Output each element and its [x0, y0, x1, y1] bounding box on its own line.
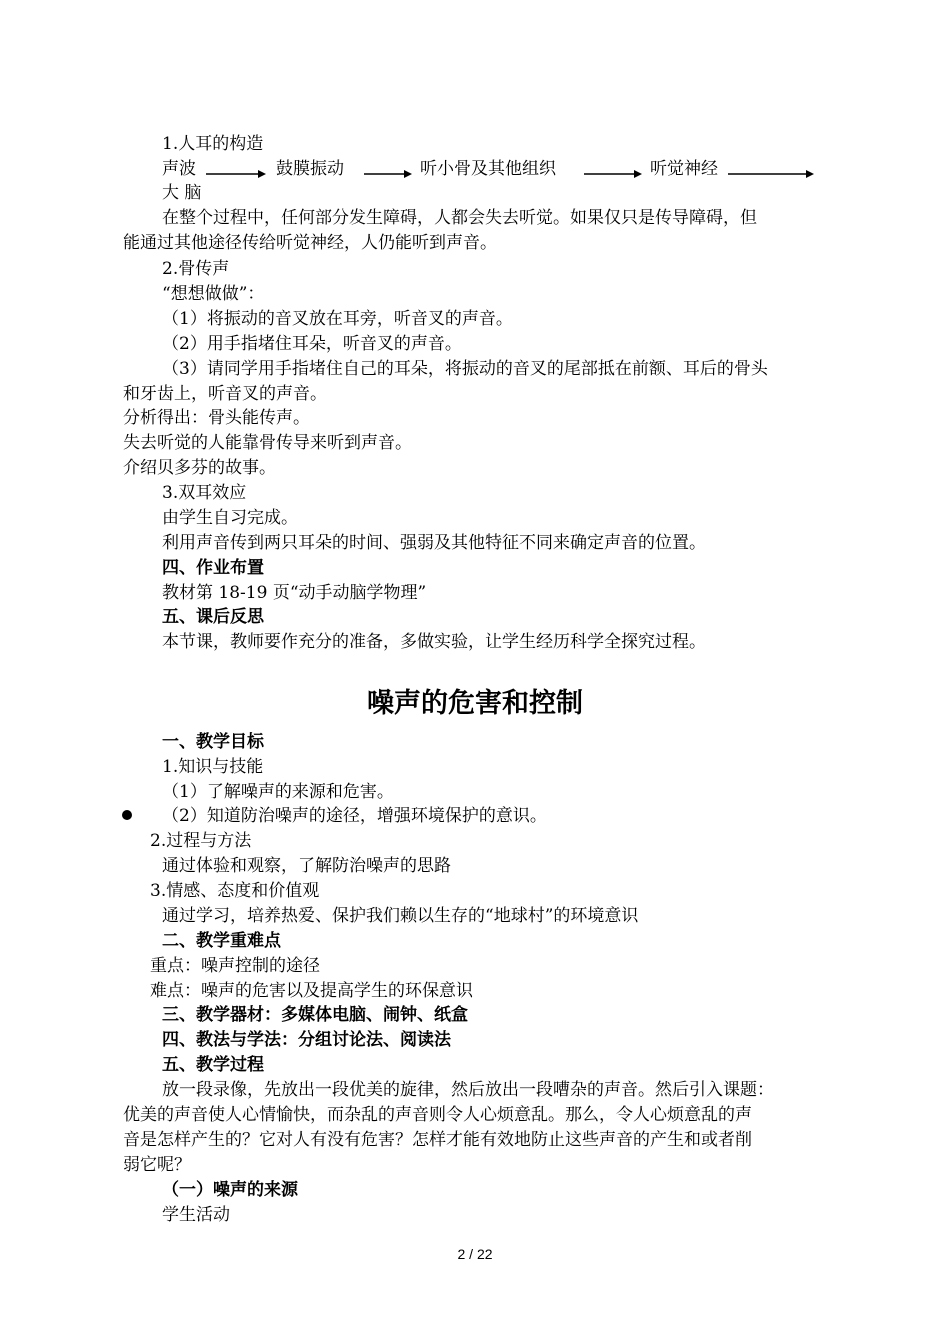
deaf-bone-conduction-text: 失去听觉的人能靠骨传导来听到声音。	[123, 433, 412, 453]
bone-conduction-heading: 2.骨传声	[162, 259, 230, 279]
reflection-heading: 五、课后反思	[162, 607, 264, 627]
flow-arrow-icon	[364, 160, 412, 184]
conclusion-text: 分析得出：骨头能传声。	[123, 408, 310, 428]
page-number: 2 / 22	[457, 1246, 493, 1262]
intro-paragraph-line4: 弱它呢？	[123, 1155, 191, 1175]
flow-arrow-icon	[206, 160, 266, 184]
knowledge-item-1: （1）了解噪声的来源和危害。	[162, 782, 394, 802]
reflection-text: 本节课，教师要作充分的准备，多做实验，让学生经历科学全探究过程。	[162, 632, 706, 652]
flow-arrow-icon	[584, 160, 642, 184]
lesson-title: 噪声的危害和控制	[367, 688, 583, 719]
intro-paragraph-line2: 优美的声音使人心情愉快，而杂乱的声音则令人心烦意乱。那么，令人心烦意乱的声	[123, 1105, 752, 1125]
try-it-label: “想想做做”：	[162, 284, 265, 304]
binaural-effect-heading: 3.双耳效应	[162, 483, 247, 503]
equipment-heading: 三、教学器材：多媒体电脑、闹钟、纸盒	[162, 1005, 468, 1025]
key-point-text: 重点：噪声控制的途径	[150, 956, 320, 976]
knowledge-skills-heading: 1.知识与技能	[162, 757, 264, 777]
flow-step-eardrum: 鼓膜振动	[276, 159, 344, 179]
binaural-description: 利用声音传到两只耳朵的时间、强弱及其他特征不同来确定声音的位置。	[162, 533, 706, 553]
process-method-heading: 2.过程与方法	[150, 831, 252, 851]
flow-arrow-icon	[728, 160, 814, 184]
knowledge-item-2: （2）知道防治噪声的途径，增强环境保护的意识。	[162, 806, 547, 826]
methods-heading: 四、教法与学法：分组讨论法、阅读法	[162, 1030, 451, 1050]
experiment-step-2: （2）用手指堵住耳朵，听音叉的声音。	[162, 334, 462, 354]
beethoven-story-text: 介绍贝多芬的故事。	[123, 458, 276, 478]
goals-heading: 一、教学目标	[162, 732, 264, 752]
procedure-heading: 五、教学过程	[162, 1055, 264, 1075]
intro-paragraph-line1: 放一段录像，先放出一段优美的旋律，然后放出一段嘈杂的声音。然后引入课题：	[162, 1080, 774, 1100]
emotion-values-heading: 3.情感、态度和价值观	[150, 881, 320, 901]
self-study-text: 由学生自习完成。	[162, 508, 298, 528]
intro-paragraph-line3: 音是怎样产生的？它对人有没有危害？怎样才能有效地防止这些声音的产生和或者削	[123, 1130, 752, 1150]
noise-source-heading: （一）噪声的来源	[162, 1180, 298, 1200]
bullet-icon	[122, 810, 132, 820]
process-method-text: 通过体验和观察，了解防治噪声的思路	[162, 856, 451, 876]
flow-step-sound-wave: 声波	[162, 159, 196, 179]
experiment-step-3-line2: 和牙齿上，听音叉的声音。	[123, 384, 327, 404]
flow-step-ossicles: 听小骨及其他组织	[420, 159, 556, 179]
experiment-step-1: （1）将振动的音叉放在耳旁，听音叉的声音。	[162, 309, 513, 329]
flow-step-auditory-nerve: 听觉神经	[650, 159, 718, 179]
emotion-values-text: 通过学习，培养热爱、保护我们赖以生存的“地球村”的环境意识	[162, 906, 639, 926]
ear-paragraph-line1: 在整个过程中，任何部分发生障碍，人都会失去听觉。如果仅只是传导障碍，但	[162, 208, 757, 228]
student-activity-text: 学生活动	[162, 1205, 230, 1225]
experiment-step-3-line1: （3）请同学用手指堵住自己的耳朵，将振动的音叉的尾部抵在前额、耳后的骨头	[162, 359, 768, 379]
flow-step-brain: 大 脑	[162, 183, 202, 203]
keypoints-heading: 二、教学重难点	[162, 931, 281, 951]
homework-text: 教材第 18-19 页“动手动脑学物理”	[162, 583, 427, 603]
ear-paragraph-line2: 能通过其他途径传给听觉神经，人仍能听到声音。	[123, 233, 497, 253]
homework-heading: 四、作业布置	[162, 558, 264, 578]
difficult-point-text: 难点：噪声的危害以及提高学生的环保意识	[150, 981, 473, 1001]
ear-structure-heading: 1.人耳的构造	[162, 134, 264, 154]
